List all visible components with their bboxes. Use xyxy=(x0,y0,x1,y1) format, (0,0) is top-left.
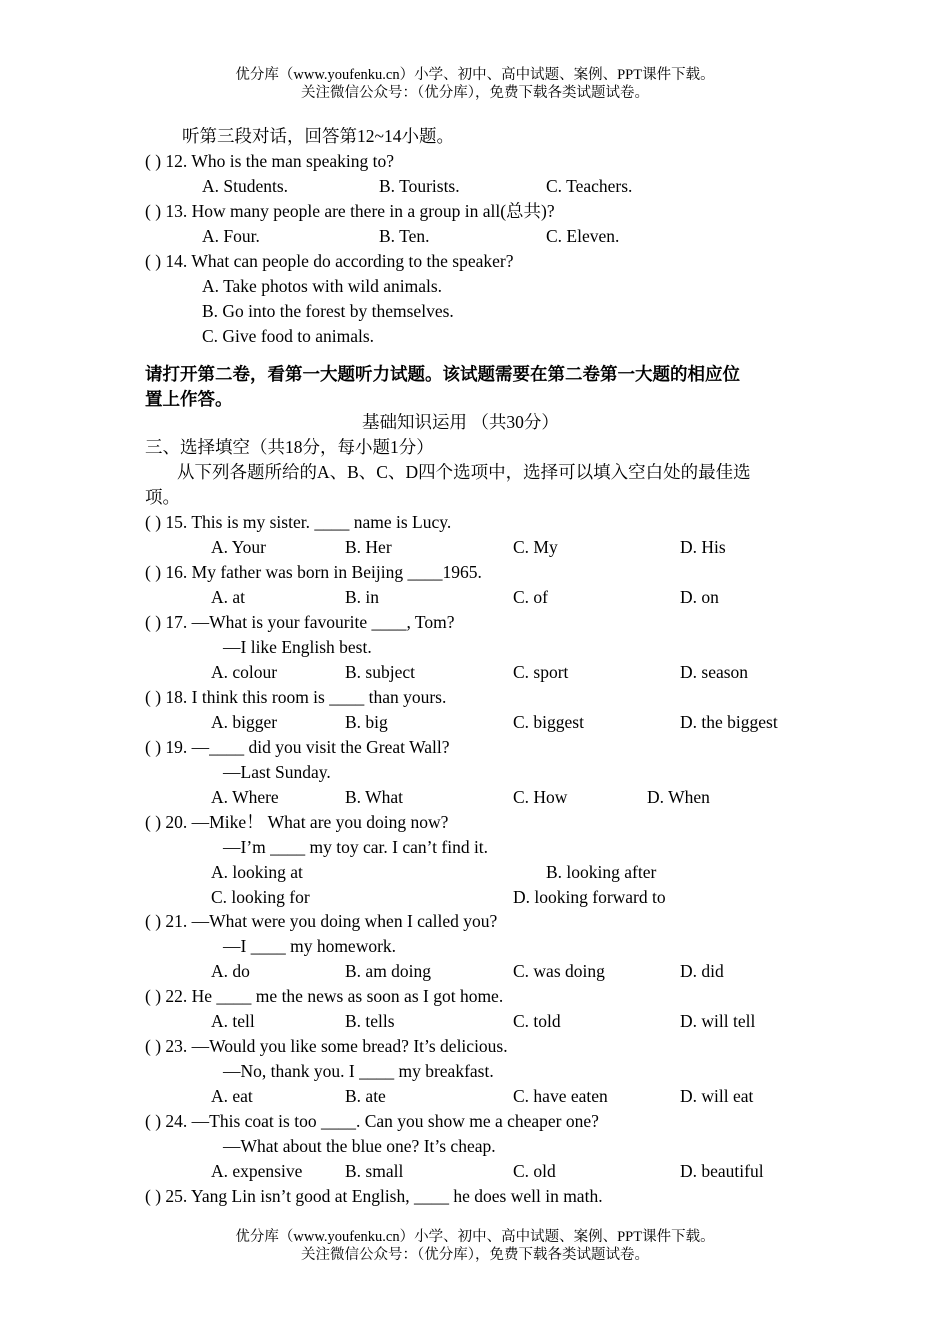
q12-option-c: C. Teachers. xyxy=(546,176,633,196)
q16-option-b: B. in xyxy=(345,587,380,607)
q16-option-a: A. at xyxy=(211,587,246,607)
q15-option-a: A. Your xyxy=(211,537,266,557)
question-12-stem: ( ) 12. Who is the man speaking to? xyxy=(145,151,394,171)
question-24-stem: ( ) 24. —This coat is too ____. Can you show me a cheaper one? xyxy=(145,1111,599,1131)
q13-option-a: A. Four. xyxy=(202,226,260,246)
header-line-1: 优分库（www.youfenku.cn）小学、初中、高中试题、案例、PPT课件下载。 xyxy=(235,67,715,83)
notice-line-1: 请打开第二卷，看第一大题听力试题。该试题需要在第二卷第一大题的相应位 xyxy=(145,364,740,384)
q14-option-b: B. Go into the forest by themselves. xyxy=(202,301,454,321)
q21-option-c: C. was doing xyxy=(513,961,605,981)
q23-option-d: D. will eat xyxy=(680,1086,754,1106)
q16-option-d: D. on xyxy=(680,587,719,607)
q24-option-a: A. expensive xyxy=(211,1161,303,1181)
q13-option-b: B. Ten. xyxy=(379,226,430,246)
q19-option-a: A. Where xyxy=(211,787,279,807)
q17-reply: —I like English best. xyxy=(223,637,372,657)
instruction-line-1: 从下列各题所给的A、B、C、D四个选项中，选择可以填入空白处的最佳选 xyxy=(177,462,751,482)
q20-reply: —I’m ____ my toy car. I can’t find it. xyxy=(223,837,489,857)
q21-option-d: D. did xyxy=(680,961,724,981)
q21-reply: —I ____ my homework. xyxy=(223,936,397,956)
q24-option-b: B. small xyxy=(345,1161,404,1181)
question-25-stem: ( ) 25. Yang Lin isn’t good at English, ____ he does well in math. xyxy=(145,1186,603,1206)
q17-option-a: A. colour xyxy=(211,662,278,682)
q20-option-a: A. looking at xyxy=(211,862,303,882)
section3-title: 三、选择填空（共18分，每小题1分） xyxy=(145,437,434,457)
question-19-stem: ( ) 19. —____ did you visit the Great Wall? xyxy=(145,737,450,757)
q18-option-d: D. the biggest xyxy=(680,712,778,732)
q24-reply: —What about the blue one? It’s cheap. xyxy=(223,1136,496,1156)
question-20-stem: ( ) 20. —Mike！ What are you doing now? xyxy=(145,812,449,832)
q18-option-c: C. biggest xyxy=(513,712,584,732)
question-15-stem: ( ) 15. This is my sister. ____ name is Lucy. xyxy=(145,512,452,532)
notice-line-2: 置上作答。 xyxy=(145,389,233,409)
question-14-stem: ( ) 14. What can people do according to the speaker? xyxy=(145,251,514,271)
footer-line-1: 优分库（www.youfenku.cn）小学、初中、高中试题、案例、PPT课件下载。 xyxy=(235,1229,715,1245)
page-footer xyxy=(0,1228,950,1264)
question-18-stem: ( ) 18. I think this room is ____ than yours. xyxy=(145,687,447,707)
question-22-stem: ( ) 22. He ____ me the news as soon as I got home. xyxy=(145,986,504,1006)
q24-option-d: D. beautiful xyxy=(680,1161,764,1181)
q19-reply: —Last Sunday. xyxy=(223,762,331,782)
header-line-2: 关注微信公众号：（优分库），免费下载各类试题试卷。 xyxy=(301,85,649,101)
question-13-stem: ( ) 13. How many people are there in a group in all(总共)? xyxy=(145,201,555,221)
q20-option-d: D. looking forward to xyxy=(513,887,666,907)
q18-option-a: A. bigger xyxy=(211,712,278,732)
q20-option-c: C. looking for xyxy=(211,887,310,907)
q22-option-a: A. tell xyxy=(211,1011,255,1031)
q21-option-b: B. am doing xyxy=(345,961,432,981)
question-21-stem: ( ) 21. —What were you doing when I called you? xyxy=(145,911,498,931)
q23-reply: —No, thank you. I ____ my breakfast. xyxy=(223,1061,494,1081)
q13-option-c: C. Eleven. xyxy=(546,226,620,246)
q20-option-b: B. looking after xyxy=(546,862,657,882)
q24-option-c: C. old xyxy=(513,1161,556,1181)
q17-option-c: C. sport xyxy=(513,662,569,682)
q23-option-c: C. have eaten xyxy=(513,1086,608,1106)
q19-option-c: C. How xyxy=(513,787,568,807)
instruction-line-2: 项。 xyxy=(145,487,180,507)
q19-option-d: D. When xyxy=(647,787,710,807)
q17-option-d: D. season xyxy=(680,662,749,682)
q16-option-c: C. of xyxy=(513,587,548,607)
q12-option-a: A. Students. xyxy=(202,176,289,196)
q15-option-d: D. His xyxy=(680,537,726,557)
q22-option-c: C. told xyxy=(513,1011,561,1031)
page-header xyxy=(0,66,950,102)
question-16-stem: ( ) 16. My father was born in Beijing ____1965. xyxy=(145,562,482,582)
q15-option-c: C. My xyxy=(513,537,558,557)
q14-option-c: C. Give food to animals. xyxy=(202,326,375,346)
q12-option-b: B. Tourists. xyxy=(379,176,460,196)
q19-option-b: B. What xyxy=(345,787,404,807)
q21-option-a: A. do xyxy=(211,961,250,981)
q22-option-b: B. tells xyxy=(345,1011,395,1031)
q22-option-d: D. will tell xyxy=(680,1011,756,1031)
q18-option-b: B. big xyxy=(345,712,388,732)
section-title: 基础知识运用 （共30分） xyxy=(362,412,559,432)
q23-option-b: B. ate xyxy=(345,1086,386,1106)
q15-option-b: B. Her xyxy=(345,537,392,557)
footer-line-2: 关注微信公众号：（优分库），免费下载各类试题试卷。 xyxy=(301,1247,649,1263)
q14-option-a: A. Take photos with wild animals. xyxy=(202,276,443,296)
question-23-stem: ( ) 23. —Would you like some bread? It’s delicious. xyxy=(145,1036,508,1056)
q23-option-a: A. eat xyxy=(211,1086,253,1106)
q17-option-b: B. subject xyxy=(345,662,415,682)
question-17-stem: ( ) 17. —What is your favourite ____, Tom? xyxy=(145,612,455,632)
part3-intro: 听第三段对话，回答第12~14小题。 xyxy=(182,126,454,146)
